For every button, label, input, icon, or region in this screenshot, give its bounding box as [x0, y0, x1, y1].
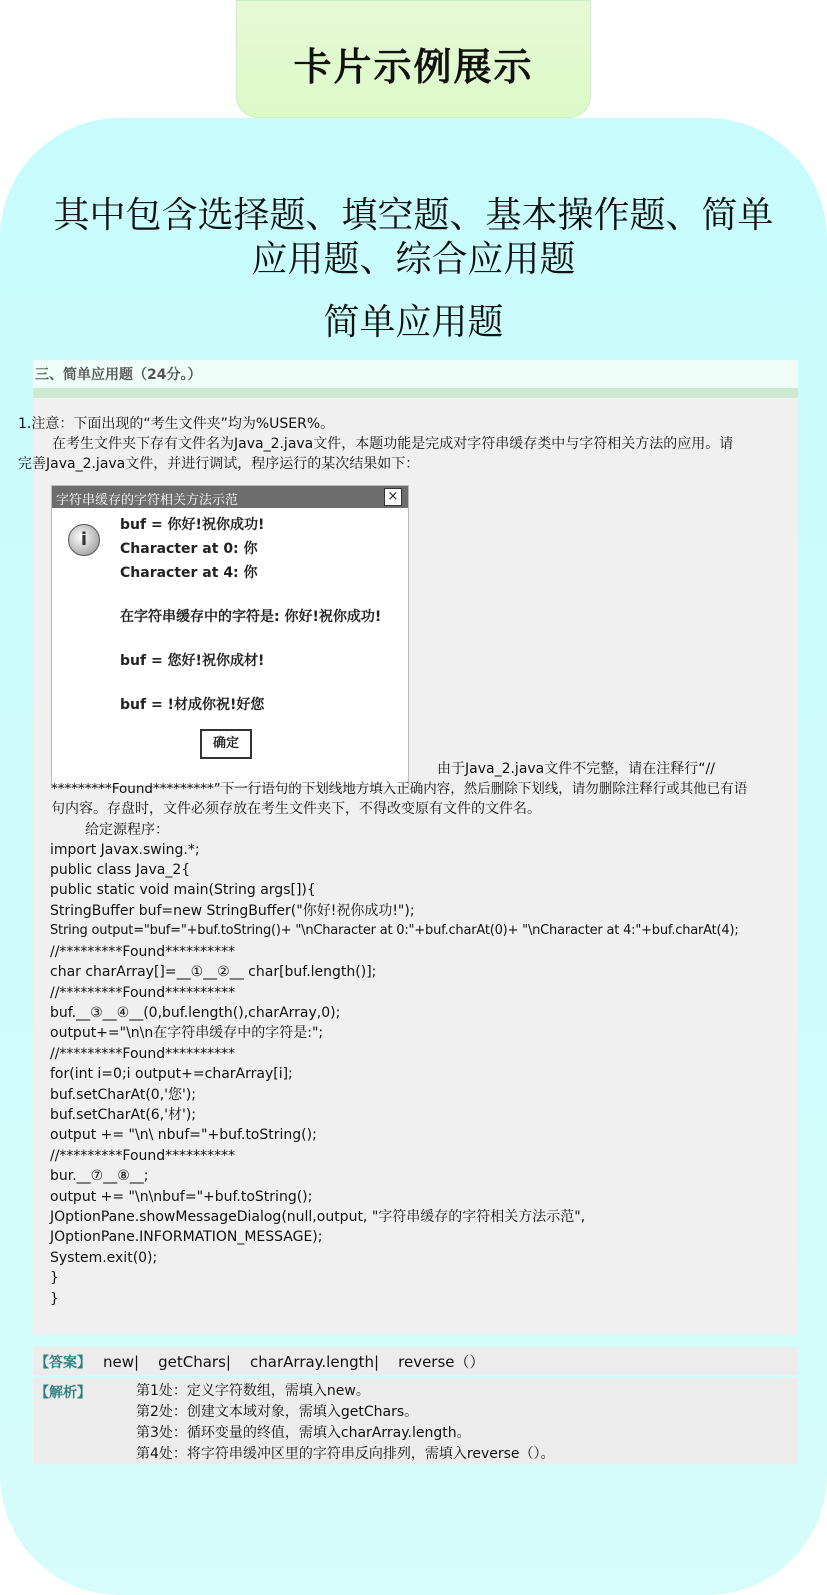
section-bar [33, 360, 798, 388]
intro-after-2: *********Found*********”下一行语句的下划线地方填入正确内容，然后删除下划线，请勿删除注释行或其他已有语 [51, 781, 748, 797]
analysis-block [33, 1378, 798, 1464]
code-line: buf.setCharAt(6,'材'); [50, 1107, 197, 1123]
code-line: System.exit(0); [50, 1250, 158, 1266]
answer-row [33, 1347, 798, 1375]
code-line: } [50, 1270, 59, 1286]
code-line: bur.__⑦__⑧__; [50, 1168, 149, 1184]
intro-given: 给定源程序： [85, 822, 169, 838]
code-line: import Javax.swing.*; [50, 842, 200, 858]
code-line: JOptionPane.showMessageDialog(null,output, "字符串缓存的字符相关方法示范", [50, 1209, 586, 1225]
analysis-line: 第3处：循环变量的终值，需填入charArray.length。 [136, 1425, 471, 1441]
analysis-line: 第2处：创建文本域对象，需填入getChars。 [136, 1404, 419, 1420]
code-line: StringBuffer buf=new StringBuffer("你好!祝你成功!"); [50, 903, 415, 919]
code-line: output += "\n\ nbuf="+buf.toString(); [50, 1127, 317, 1143]
dialog-titlebar [52, 486, 408, 508]
info-icon: i [68, 524, 100, 556]
dialog-line: 在字符串缓存中的字符是: 你好!祝你成功! [120, 609, 382, 625]
close-icon[interactable]: × [384, 488, 402, 506]
intro-after-1: 由于Java_2.java文件不完整，请在注释行“// [437, 761, 715, 777]
code-line: char charArray[]=__①__②__ char[buf.length()]; [50, 964, 377, 980]
code-line: //*********Found********** [50, 985, 236, 1001]
example-dialog [51, 485, 409, 787]
code-line: JOptionPane.INFORMATION_MESSAGE); [50, 1229, 323, 1245]
code-line: } [50, 1291, 59, 1307]
answer-label: 【答案】 [35, 1355, 91, 1371]
intro-desc-1: 在考生文件夹下存有文件名为Java_2.java文件，本题功能是完成对字符串缓存类中与字符相关方法的应用。请 [52, 436, 734, 452]
code-line: //*********Found********** [50, 1046, 236, 1062]
intro-desc-2: 完善Java_2.java文件，并进行调试，程序运行的某次结果如下： [18, 456, 420, 472]
intro-note: 1.注意：下面出现的“考生文件夹”均为%USER%。 [18, 416, 335, 432]
intro-after-3: 句内容。存盘时，文件必须存放在考生文件夹下，不得改变原有文件的文件名。 [51, 801, 541, 817]
dialog-line: Character at 4: 你 [120, 565, 258, 581]
section-divider [33, 388, 798, 398]
code-line: for(int i=0;i output+=charArray[i]; [50, 1066, 293, 1082]
code-line: String output="buf="+buf.toString()+ "\nCharacter at 0:"+buf.charAt(0)+ "\nCharacter at 4:"+buf.charAt(4); [50, 923, 739, 938]
ok-button[interactable]: 确定 [200, 729, 252, 759]
heading-line-2: 应用题、综合应用题 [251, 239, 576, 280]
heading-line-1: 其中包含选择题、填空题、基本操作题、简单 [53, 195, 774, 236]
code-line: output+="\n\n在字符串缓存中的字符是:"; [50, 1025, 324, 1041]
answer-text: new| getChars| charArray.length| reverse（） [103, 1353, 485, 1371]
section-title: 三、简单应用题（24分。） [35, 367, 202, 383]
dialog-title: 字符串缓存的字符相关方法示范 [56, 493, 239, 508]
code-line: buf.__③__④__(0,buf.length(),charArray,0); [50, 1005, 341, 1021]
dialog-line: buf = 你好!祝你成功! [120, 517, 265, 533]
code-line: buf.setCharAt(0,'您'); [50, 1087, 197, 1103]
dialog-line: buf = !材成你祝!好您 [120, 697, 265, 713]
code-line: output += "\n\nbuf="+buf.toString(); [50, 1189, 313, 1205]
dialog-line: buf = 您好!祝你成材! [120, 653, 265, 669]
code-line: //*********Found********** [50, 1148, 236, 1164]
subheading: 简单应用题 [323, 302, 504, 343]
analysis-line: 第1处：定义字符数组，需填入new。 [136, 1383, 370, 1399]
dialog-line: Character at 0: 你 [120, 541, 258, 557]
code-line: public class Java_2{ [50, 862, 191, 878]
analysis-label: 【解析】 [35, 1385, 91, 1401]
code-line: public static void main(String args[]){ [50, 882, 316, 898]
code-line: //*********Found********** [50, 944, 236, 960]
title-tab [236, 0, 591, 118]
analysis-line: 第4处：将字符串缓冲区里的字符串反向排列，需填入reverse（）。 [136, 1446, 555, 1462]
page-title: 卡片示例展示 [293, 45, 534, 89]
